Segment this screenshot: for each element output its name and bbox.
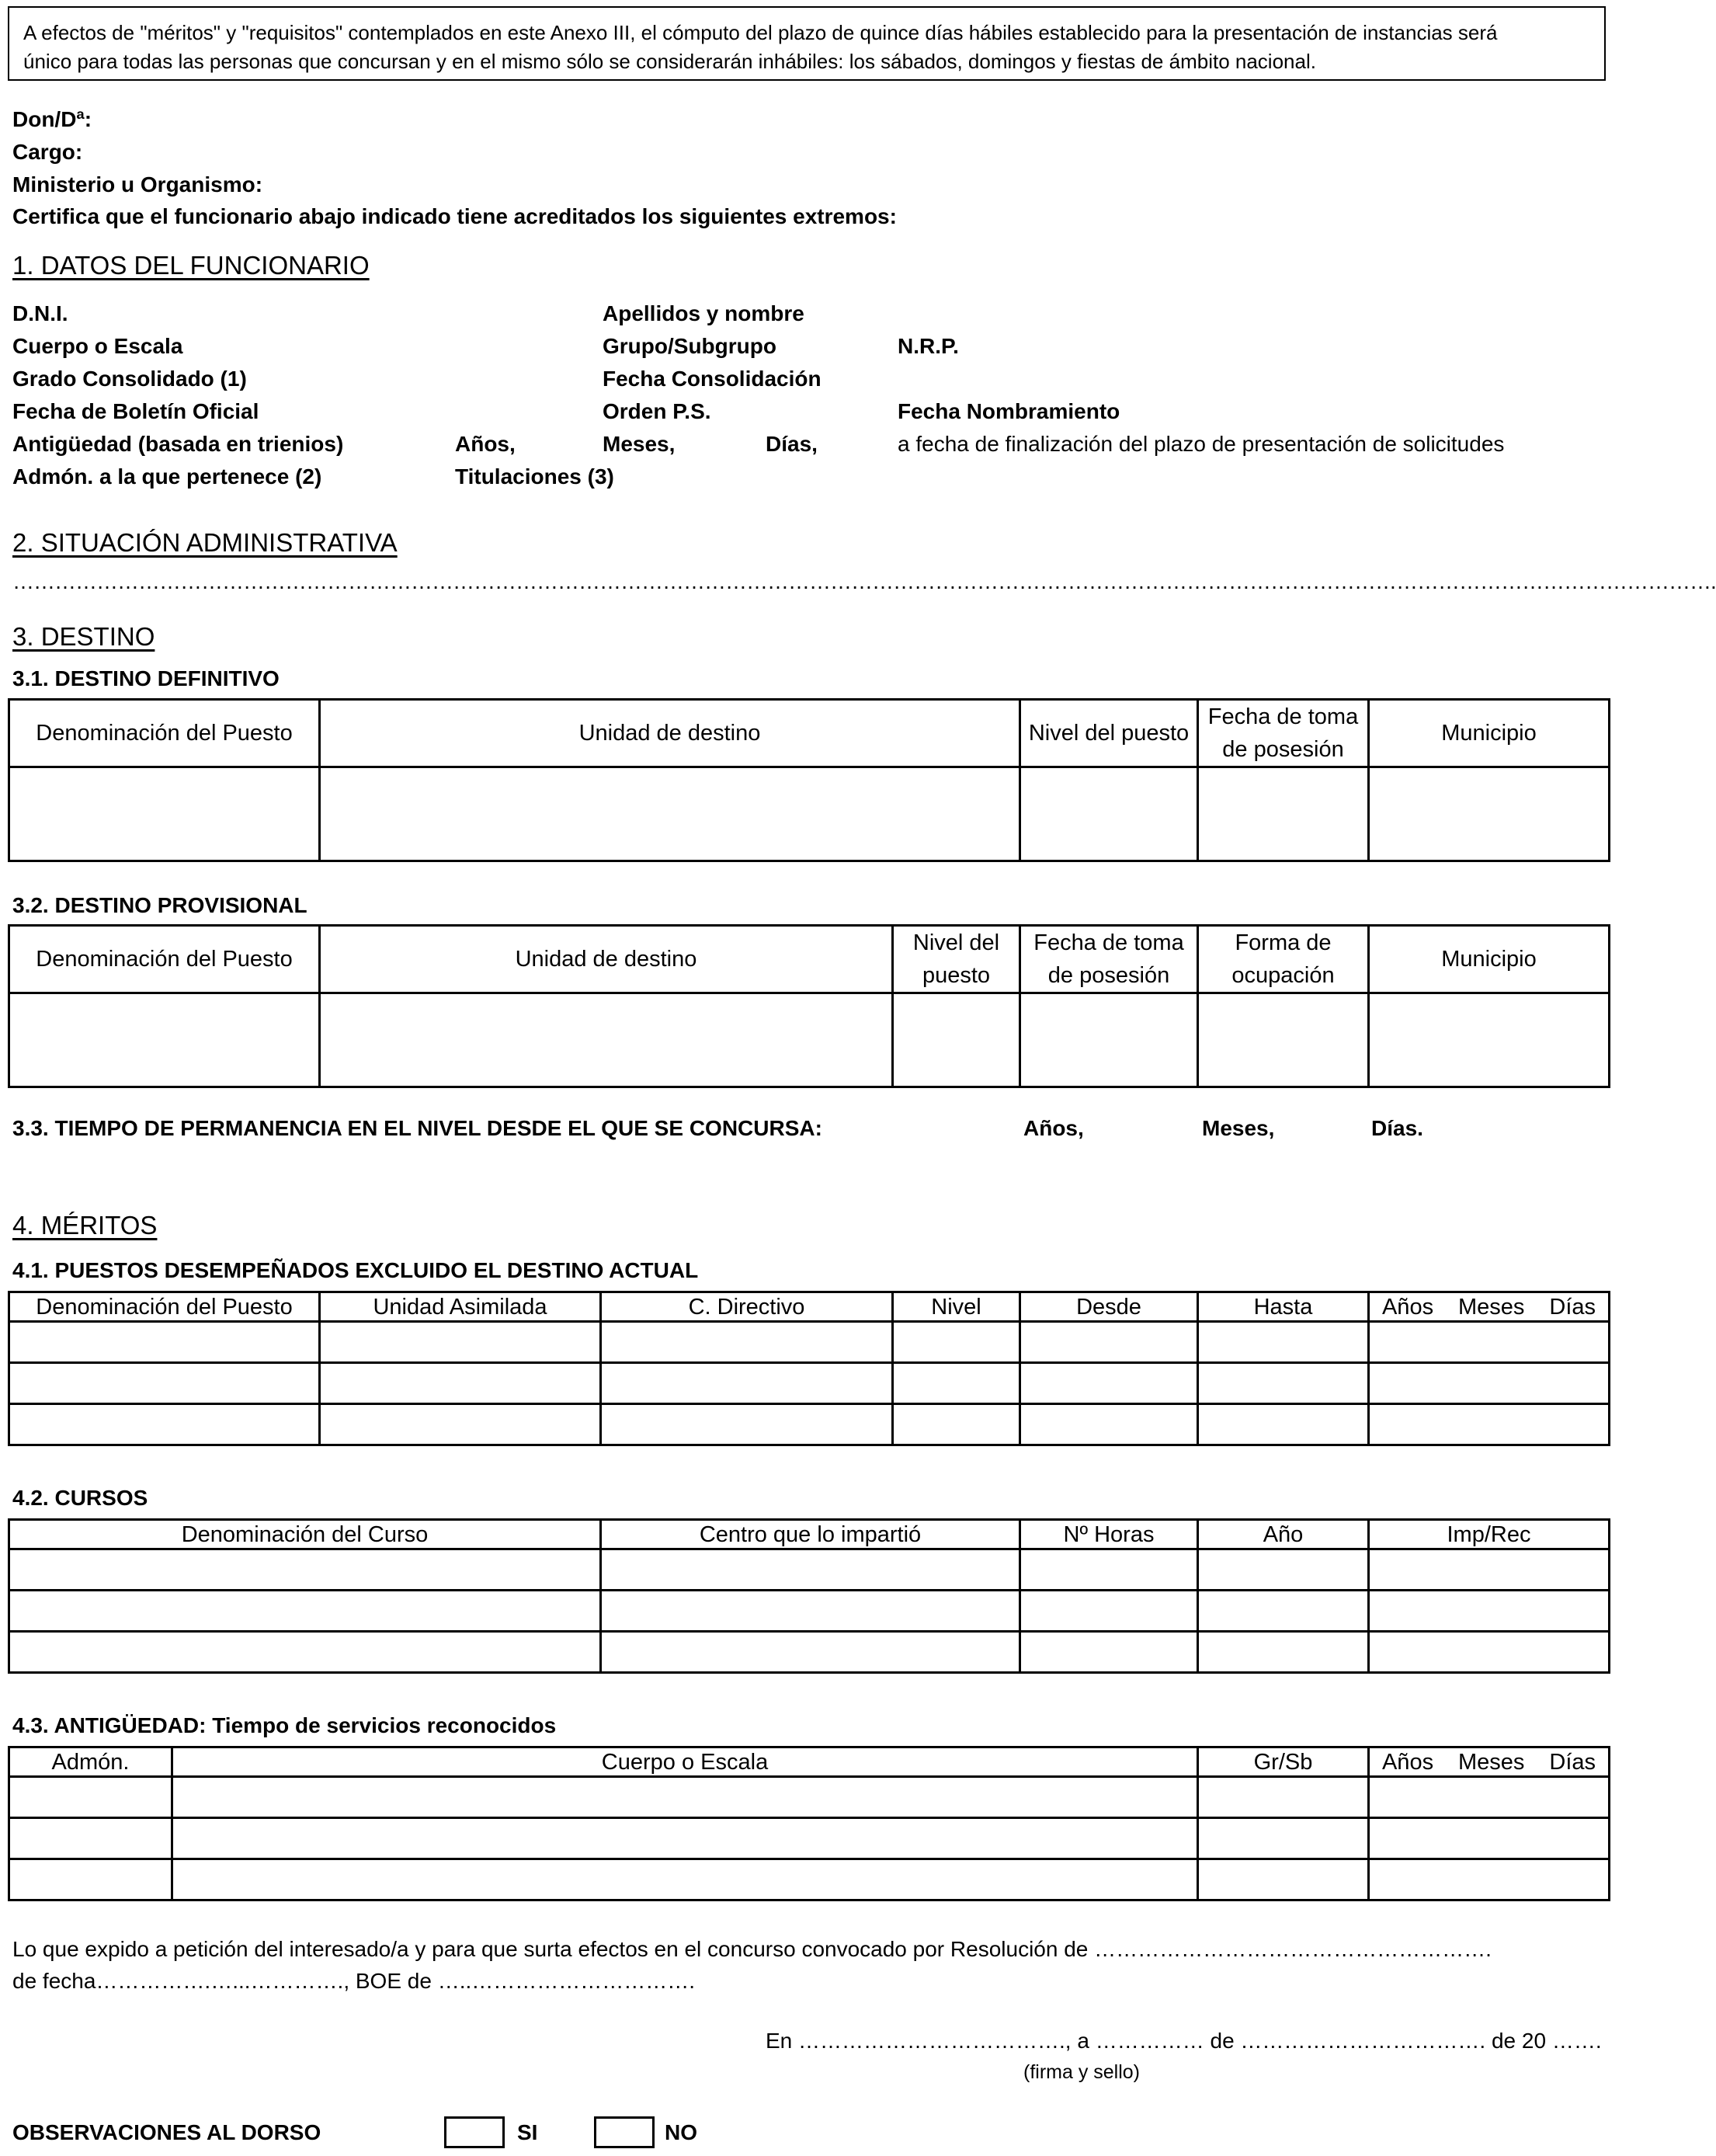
cell-input[interactable]	[1369, 1363, 1610, 1404]
cell-input[interactable]	[1020, 1591, 1198, 1632]
cell-input[interactable]	[1369, 1591, 1610, 1632]
tiempo-permanencia-label: 3.3. TIEMPO DE PERMANENCIA EN EL NIVEL DESDE EL QUE SE CONCURSA:	[12, 1116, 822, 1140]
don-label: Don/Dª:	[12, 107, 92, 131]
fecha-nombramiento-label: Fecha Nombramiento	[898, 399, 1120, 423]
firma-sello-label: (firma y sello)	[1023, 2061, 1141, 2083]
col-municipio: Municipio	[1369, 926, 1610, 993]
cell-input[interactable]	[1369, 1777, 1610, 1818]
cell-input[interactable]	[1369, 1859, 1610, 1900]
titulaciones-label: Titulaciones (3)	[455, 464, 614, 489]
col-nivel: Nivel del puesto	[893, 926, 1020, 993]
cell-input[interactable]	[1020, 993, 1198, 1087]
cell-input[interactable]	[9, 1591, 601, 1632]
cell-input[interactable]	[1369, 1322, 1610, 1363]
col-gr-sb: Gr/Sb	[1198, 1747, 1369, 1777]
antiguedad-anos-label: Años,	[455, 432, 516, 456]
section-4-title: 4. MÉRITOS	[12, 1211, 158, 1240]
col-admon: Admón.	[9, 1747, 172, 1777]
grupo-label: Grupo/Subgrupo	[603, 334, 776, 358]
table-row	[9, 767, 1610, 861]
cell-input[interactable]	[9, 1632, 601, 1673]
cell-input[interactable]	[1020, 1549, 1198, 1591]
destino-definitivo-title: 3.1. DESTINO DEFINITIVO	[12, 666, 280, 690]
col-meses: Meses	[1458, 1294, 1525, 1320]
si-label: SI	[517, 2120, 538, 2144]
col-municipio: Municipio	[1369, 700, 1610, 767]
cell-input[interactable]	[9, 1549, 601, 1591]
table-row	[9, 1859, 1610, 1900]
cell-input[interactable]	[1198, 1777, 1369, 1818]
apellidos-label: Apellidos y nombre	[603, 301, 804, 325]
col-dias: Días	[1549, 1294, 1596, 1320]
table-header-row	[9, 926, 1610, 993]
table-row	[9, 1591, 1610, 1632]
cell-input[interactable]	[601, 1591, 1020, 1632]
col-fecha-toma: Fecha de toma de posesión	[1198, 700, 1369, 767]
table-row	[9, 1322, 1610, 1363]
col-hasta: Hasta	[1198, 1292, 1369, 1322]
cell-input[interactable]	[601, 1322, 893, 1363]
col-denominacion: Denominación del Puesto	[9, 926, 320, 993]
fecha-boletin-label: Fecha de Boletín Oficial	[12, 399, 259, 423]
cell-input[interactable]	[1369, 1632, 1610, 1673]
a-fecha-text: a fecha de finalización del plazo de presentación de solicitudes	[898, 432, 1505, 456]
tiempo-dias-label: Días.	[1371, 1116, 1423, 1140]
cell-input[interactable]	[1198, 1363, 1369, 1404]
notice-box	[8, 6, 1606, 81]
cell-input[interactable]	[893, 1322, 1020, 1363]
cell-input[interactable]	[9, 993, 320, 1087]
cell-input[interactable]	[1198, 1591, 1369, 1632]
col-denominacion: Denominación del Puesto	[9, 700, 320, 767]
col-desde: Desde	[1020, 1292, 1198, 1322]
cell-input[interactable]	[601, 1363, 893, 1404]
cell-input[interactable]	[1198, 1322, 1369, 1363]
col-meses: Meses	[1458, 1749, 1525, 1775]
expido-text: Lo que expido a petición del interesado/a y para que surta efectos en el concurso convocado por Resolución de ……………………………………………….	[12, 1937, 1492, 1961]
no-label: NO	[665, 2120, 697, 2144]
table-header-row	[9, 1520, 1610, 1549]
cell-input[interactable]	[601, 1632, 1020, 1673]
col-dias: Días	[1549, 1749, 1596, 1775]
notice-line-1: A efectos de "méritos" y "requisitos" contemplados en este Anexo III, el cómputo del plazo de quince días hábiles establecido para la presentación de instancias será	[23, 21, 1498, 44]
col-unidad: Unidad de destino	[320, 926, 893, 993]
cell-input[interactable]	[9, 1859, 172, 1900]
fecha-consolidacion-label: Fecha Consolidación	[603, 367, 822, 391]
cell-input[interactable]	[1020, 1632, 1198, 1673]
si-checkbox[interactable]	[444, 2116, 505, 2148]
section-2-title: 2. SITUACIÓN ADMINISTRATIVA	[12, 528, 398, 557]
cell-input[interactable]	[893, 1404, 1020, 1445]
col-ano: Año	[1198, 1520, 1369, 1549]
section-3-title: 3. DESTINO	[12, 622, 155, 651]
situacion-dotted-line: ……………………………………………………………………………………………………………………………………………………………………………………………………………………….	[12, 569, 1716, 593]
col-tiempo	[1369, 1292, 1610, 1322]
cell-input[interactable]	[172, 1859, 1198, 1900]
cell-input[interactable]	[9, 1777, 172, 1818]
col-forma-ocupacion: Forma de ocupación	[1198, 926, 1369, 993]
cell-input[interactable]	[320, 1404, 601, 1445]
cell-input[interactable]	[9, 1404, 320, 1445]
grado-label: Grado Consolidado (1)	[12, 367, 247, 391]
table-row	[9, 1549, 1610, 1591]
tiempo-anos-label: Años,	[1023, 1116, 1084, 1140]
cell-input[interactable]	[1020, 1322, 1198, 1363]
cell-input[interactable]	[1369, 1818, 1610, 1859]
puestos-desempenados-title: 4.1. PUESTOS DESEMPEÑADOS EXCLUIDO EL DESTINO ACTUAL	[12, 1258, 699, 1282]
cursos-table	[8, 1518, 1610, 1674]
destino-provisional-table	[8, 924, 1610, 1088]
cell-input[interactable]	[601, 1549, 1020, 1591]
observaciones-label: OBSERVACIONES AL DORSO	[12, 2120, 321, 2144]
col-denominacion-curso: Denominación del Curso	[9, 1520, 601, 1549]
table-header-row	[9, 1292, 1610, 1322]
col-anos: Años	[1381, 1749, 1434, 1775]
col-c-directivo: C. Directivo	[601, 1292, 893, 1322]
cell-input[interactable]	[9, 1818, 172, 1859]
col-tiempo	[1369, 1747, 1610, 1777]
cell-input[interactable]	[1198, 1818, 1369, 1859]
cell-input[interactable]	[601, 1404, 893, 1445]
cell-input[interactable]	[1198, 1632, 1369, 1673]
certifica-text: Certifica que el funcionario abajo indicado tiene acreditados los siguientes extremos:	[12, 204, 897, 228]
cell-input[interactable]	[172, 1818, 1198, 1859]
section-1-title: 1. DATOS DEL FUNCIONARIO	[12, 251, 370, 280]
cell-input[interactable]	[1198, 1859, 1369, 1900]
col-fecha-toma: Fecha de toma de posesión	[1020, 926, 1198, 993]
cell-input[interactable]	[1369, 1404, 1610, 1445]
table-header-row	[9, 1747, 1610, 1777]
antiguedad-table	[8, 1746, 1610, 1901]
cell-input[interactable]	[1020, 767, 1198, 861]
cell-input[interactable]	[1198, 993, 1369, 1087]
puestos-table	[8, 1291, 1610, 1446]
table-header-row	[9, 700, 1610, 767]
tiempo-meses-label: Meses,	[1202, 1116, 1275, 1140]
notice-line-2: único para todas las personas que concursan y en el mismo sólo se considerarán inhábiles: los sábados, domingos y fiestas de ámbito nacional.	[23, 50, 1316, 73]
cell-input[interactable]	[1369, 1549, 1610, 1591]
no-checkbox[interactable]	[594, 2116, 655, 2148]
cell-input[interactable]	[9, 767, 320, 861]
cell-input[interactable]	[320, 767, 1020, 861]
fecha-boe-text: de fecha…………….…...…………., BOE de …..………………………….	[12, 1969, 696, 1993]
cell-input[interactable]	[9, 1322, 320, 1363]
col-unidad: Unidad de destino	[320, 700, 1020, 767]
cuerpo-label: Cuerpo o Escala	[12, 334, 183, 358]
cell-input[interactable]	[1198, 1404, 1369, 1445]
destino-provisional-title: 3.2. DESTINO PROVISIONAL	[12, 893, 307, 917]
col-unidad-asimilada: Unidad Asimilada	[320, 1292, 601, 1322]
lugar-fecha-text: En ………………………………., a …………… de ……………………………. de 20 …….	[766, 2029, 1602, 2053]
cell-input[interactable]	[1198, 767, 1369, 861]
col-nivel: Nivel	[893, 1292, 1020, 1322]
table-row	[9, 1818, 1610, 1859]
cell-input[interactable]	[893, 993, 1020, 1087]
cursos-title: 4.2. CURSOS	[12, 1486, 148, 1510]
col-centro: Centro que lo impartió	[601, 1520, 1020, 1549]
destino-definitivo-table	[8, 698, 1610, 862]
table-row	[9, 1632, 1610, 1673]
table-row	[9, 1404, 1610, 1445]
dni-label: D.N.I.	[12, 301, 68, 325]
cell-input[interactable]	[1020, 1404, 1198, 1445]
table-row	[9, 1777, 1610, 1818]
antiguedad-dias-label: Días,	[766, 432, 818, 456]
cell-input[interactable]	[1020, 1363, 1198, 1404]
col-denominacion: Denominación del Puesto	[9, 1292, 320, 1322]
cell-input[interactable]	[172, 1777, 1198, 1818]
ministerio-label: Ministerio u Organismo:	[12, 172, 263, 196]
col-cuerpo-escala: Cuerpo o Escala	[172, 1747, 1198, 1777]
cell-input[interactable]	[320, 1322, 601, 1363]
cell-input[interactable]	[1369, 993, 1610, 1087]
cell-input[interactable]	[1198, 1549, 1369, 1591]
col-nivel: Nivel del puesto	[1020, 700, 1198, 767]
col-imp-rec: Imp/Rec	[1369, 1520, 1610, 1549]
nrp-label: N.R.P.	[898, 334, 959, 358]
antiguedad-label: Antigüedad (basada en trienios)	[12, 432, 344, 456]
cell-input[interactable]	[320, 993, 893, 1087]
cell-input[interactable]	[893, 1363, 1020, 1404]
antiguedad-servicios-title: 4.3. ANTIGÜEDAD: Tiempo de servicios reconocidos	[12, 1713, 557, 1737]
col-anos: Años	[1381, 1294, 1434, 1320]
cargo-label: Cargo:	[12, 140, 83, 164]
col-horas: Nº Horas	[1020, 1520, 1198, 1549]
cell-input[interactable]	[1369, 767, 1610, 861]
admon-label: Admón. a la que pertenece (2)	[12, 464, 322, 489]
table-row	[9, 993, 1610, 1087]
orden-ps-label: Orden P.S.	[603, 399, 711, 423]
antiguedad-meses-label: Meses,	[603, 432, 676, 456]
table-row	[9, 1363, 1610, 1404]
cell-input[interactable]	[9, 1363, 320, 1404]
cell-input[interactable]	[320, 1363, 601, 1404]
